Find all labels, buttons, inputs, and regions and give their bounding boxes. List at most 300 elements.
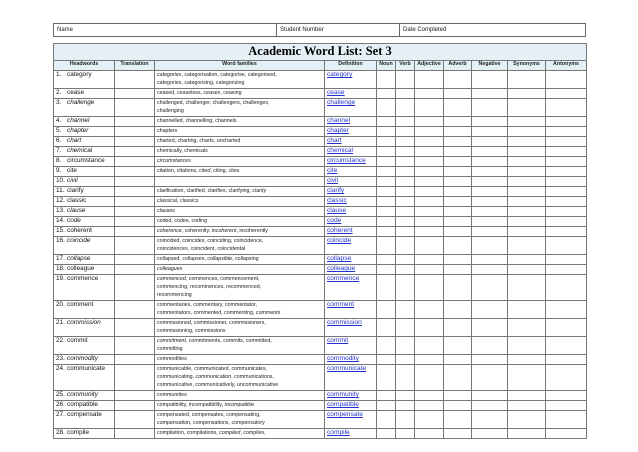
student-number-field[interactable]: [277, 24, 400, 36]
verb-cell[interactable]: [396, 187, 415, 197]
adverb-cell[interactable]: [444, 207, 472, 217]
adverb-cell[interactable]: [444, 217, 472, 227]
word-family-text: clarity: [252, 188, 267, 194]
verb-cell[interactable]: [396, 137, 415, 147]
definition-link[interactable]: classic: [325, 197, 377, 207]
noun-cell[interactable]: [377, 197, 396, 207]
antonyms-cell[interactable]: [546, 127, 587, 137]
negative-cell[interactable]: [472, 177, 508, 187]
verb-cell[interactable]: [396, 319, 415, 337]
word-family-text: , commitments, commits, committed,: [185, 338, 272, 344]
noun-cell[interactable]: [377, 391, 396, 401]
adverb-cell[interactable]: [444, 401, 472, 411]
antonyms-cell[interactable]: [546, 177, 587, 187]
translation-cell[interactable]: [115, 391, 155, 401]
noun-cell[interactable]: [377, 127, 396, 137]
negative-cell[interactable]: [472, 227, 508, 237]
definition-link[interactable]: code: [325, 217, 377, 227]
adverb-cell[interactable]: [444, 355, 472, 365]
synonyms-cell[interactable]: [508, 197, 546, 207]
negative-cell[interactable]: [472, 429, 508, 439]
definition-link[interactable]: clarify: [325, 187, 377, 197]
word-family-text: , compiles,: [240, 430, 266, 436]
noun-cell[interactable]: [377, 187, 396, 197]
word-family-cell: [155, 187, 325, 197]
synonyms-cell[interactable]: [508, 177, 546, 187]
headword: chapter: [67, 127, 89, 134]
negative-cell[interactable]: [472, 217, 508, 227]
word-family-line: [157, 401, 322, 409]
adverb-cell[interactable]: [444, 127, 472, 137]
translation-cell[interactable]: [115, 137, 155, 147]
translation-cell[interactable]: [115, 71, 155, 89]
verb-cell[interactable]: [396, 355, 415, 365]
synonyms-cell[interactable]: [508, 429, 546, 439]
word-family-text: compiled: [219, 430, 241, 436]
adjective-cell[interactable]: [415, 401, 444, 411]
translation-cell[interactable]: [115, 265, 155, 275]
synonyms-cell[interactable]: [508, 217, 546, 227]
negative-cell[interactable]: [472, 167, 508, 177]
antonyms-cell[interactable]: [546, 275, 587, 301]
noun-cell[interactable]: [377, 301, 396, 319]
antonyms-cell[interactable]: [546, 355, 587, 365]
negative-cell[interactable]: [472, 265, 508, 275]
adverb-cell[interactable]: [444, 265, 472, 275]
word-family-line: [157, 117, 322, 125]
translation-cell[interactable]: [115, 177, 155, 187]
definition-link[interactable]: commodity: [325, 355, 377, 365]
word-family-cell: [155, 207, 325, 217]
row-number: 13.: [56, 207, 65, 214]
noun-cell[interactable]: [377, 137, 396, 147]
noun-cell[interactable]: [377, 411, 396, 429]
translation-cell[interactable]: [115, 117, 155, 127]
definition-link[interactable]: colleague: [325, 265, 377, 275]
antonyms-cell[interactable]: [546, 411, 587, 429]
definition-link[interactable]: commence: [325, 275, 377, 301]
translation-cell[interactable]: [115, 411, 155, 429]
noun-cell[interactable]: [377, 401, 396, 411]
definition-link[interactable]: coherent: [325, 227, 377, 237]
row-number: 17.: [56, 255, 65, 262]
adjective-cell[interactable]: [415, 237, 444, 255]
noun-cell[interactable]: [377, 147, 396, 157]
translation-cell[interactable]: [115, 237, 155, 255]
antonyms-cell[interactable]: [546, 157, 587, 167]
adverb-cell[interactable]: [444, 177, 472, 187]
antonyms-cell[interactable]: [546, 147, 587, 157]
translation-cell[interactable]: [115, 275, 155, 301]
row-number: 22.: [56, 337, 65, 344]
antonyms-cell[interactable]: [546, 319, 587, 337]
verb-cell[interactable]: [396, 265, 415, 275]
adjective-cell[interactable]: [415, 355, 444, 365]
word-family-text: commissioned, commissioner, commissioners,: [157, 320, 266, 326]
negative-cell[interactable]: [472, 275, 508, 301]
verb-cell[interactable]: [396, 167, 415, 177]
verb-cell[interactable]: [396, 411, 415, 429]
word-family-text: commissioning, commissions: [157, 328, 226, 335]
definition-link[interactable]: chart: [325, 137, 377, 147]
noun-cell[interactable]: [377, 217, 396, 227]
synonyms-cell[interactable]: [508, 401, 546, 411]
adverb-cell[interactable]: [444, 187, 472, 197]
negative-cell[interactable]: [472, 391, 508, 401]
negative-cell[interactable]: [472, 99, 508, 117]
adverb-cell[interactable]: [444, 275, 472, 301]
synonyms-cell[interactable]: [508, 207, 546, 217]
adjective-cell[interactable]: [415, 337, 444, 355]
adjective-cell[interactable]: [415, 187, 444, 197]
antonyms-cell[interactable]: [546, 255, 587, 265]
synonyms-cell[interactable]: [508, 71, 546, 89]
antonyms-cell[interactable]: [546, 237, 587, 255]
adjective-cell[interactable]: [415, 275, 444, 301]
headword: cite: [67, 167, 77, 174]
verb-cell[interactable]: [396, 237, 415, 255]
headword-cell: [54, 197, 115, 207]
antonyms-cell[interactable]: [546, 391, 587, 401]
negative-cell[interactable]: [472, 89, 508, 99]
adjective-cell[interactable]: [415, 157, 444, 167]
adverb-cell[interactable]: [444, 137, 472, 147]
adverb-cell[interactable]: [444, 157, 472, 167]
noun-cell[interactable]: [377, 337, 396, 355]
negative-cell[interactable]: [472, 207, 508, 217]
adjective-cell[interactable]: [415, 207, 444, 217]
verb-cell[interactable]: [396, 127, 415, 137]
synonyms-cell[interactable]: [508, 391, 546, 401]
negative-cell[interactable]: [472, 337, 508, 355]
synonyms-cell[interactable]: [508, 255, 546, 265]
verb-cell[interactable]: [396, 227, 415, 237]
antonyms-cell[interactable]: [546, 137, 587, 147]
verb-cell[interactable]: [396, 301, 415, 319]
synonyms-cell[interactable]: [508, 411, 546, 429]
adjective-cell[interactable]: [415, 429, 444, 439]
headword: commence: [67, 275, 99, 282]
name-field[interactable]: [54, 24, 277, 36]
adjective-cell[interactable]: [415, 117, 444, 127]
translation-cell[interactable]: [115, 301, 155, 319]
noun-cell[interactable]: [377, 157, 396, 167]
translation-cell[interactable]: [115, 319, 155, 337]
word-family-text: , ceasing: [220, 90, 242, 96]
negative-cell[interactable]: [472, 157, 508, 167]
adverb-cell[interactable]: [444, 411, 472, 429]
noun-cell[interactable]: [377, 355, 396, 365]
word-family-text: recommencing: [157, 292, 192, 299]
negative-cell[interactable]: [472, 237, 508, 255]
antonyms-cell[interactable]: [546, 99, 587, 117]
verb-cell[interactable]: [396, 89, 415, 99]
adjective-cell[interactable]: [415, 99, 444, 117]
definition-link[interactable]: civil: [325, 177, 377, 187]
translation-cell[interactable]: [115, 207, 155, 217]
adverb-cell[interactable]: [444, 99, 472, 117]
synonyms-cell[interactable]: [508, 337, 546, 355]
table-row: [54, 275, 587, 301]
noun-cell[interactable]: [377, 71, 396, 89]
verb-cell[interactable]: [396, 255, 415, 265]
definition-link[interactable]: category: [325, 71, 377, 89]
word-family-line: [157, 89, 322, 97]
adjective-cell[interactable]: [415, 147, 444, 157]
adjective-cell[interactable]: [415, 177, 444, 187]
verb-cell[interactable]: [396, 401, 415, 411]
antonyms-cell[interactable]: [546, 365, 587, 391]
synonyms-cell[interactable]: [508, 137, 546, 147]
antonyms-cell[interactable]: [546, 301, 587, 319]
negative-cell[interactable]: [472, 117, 508, 127]
translation-cell[interactable]: [115, 127, 155, 137]
definition-link[interactable]: communicate: [325, 365, 377, 391]
adverb-cell[interactable]: [444, 197, 472, 207]
antonyms-cell[interactable]: [546, 167, 587, 177]
negative-cell[interactable]: [472, 365, 508, 391]
adjective-cell[interactable]: [415, 227, 444, 237]
noun-cell[interactable]: [377, 237, 396, 255]
verb-cell[interactable]: [396, 275, 415, 301]
word-family-line: [157, 127, 322, 135]
adverb-cell[interactable]: [444, 89, 472, 99]
noun-cell[interactable]: [377, 265, 396, 275]
negative-cell[interactable]: [472, 319, 508, 337]
word-family-line: [157, 71, 322, 79]
synonyms-cell[interactable]: [508, 365, 546, 391]
verb-cell[interactable]: [396, 117, 415, 127]
headword-cell: [54, 275, 115, 301]
translation-cell[interactable]: [115, 337, 155, 355]
adverb-cell[interactable]: [444, 337, 472, 355]
antonyms-cell[interactable]: [546, 217, 587, 227]
noun-cell[interactable]: [377, 117, 396, 127]
synonyms-cell[interactable]: [508, 265, 546, 275]
negative-cell[interactable]: [472, 411, 508, 429]
negative-cell[interactable]: [472, 301, 508, 319]
adjective-cell[interactable]: [415, 391, 444, 401]
antonyms-cell[interactable]: [546, 227, 587, 237]
adjective-cell[interactable]: [415, 319, 444, 337]
adjective-cell[interactable]: [415, 255, 444, 265]
negative-cell[interactable]: [472, 401, 508, 411]
synonyms-cell[interactable]: [508, 89, 546, 99]
verb-cell[interactable]: [396, 365, 415, 391]
adjective-cell[interactable]: [415, 217, 444, 227]
word-family-cell: [155, 227, 325, 237]
definition-link[interactable]: chapter: [325, 127, 377, 137]
definition-link[interactable]: community: [325, 391, 377, 401]
translation-cell[interactable]: [115, 429, 155, 439]
negative-cell[interactable]: [472, 147, 508, 157]
word-family-text: communicable, communicated, communicates,: [157, 366, 268, 372]
noun-cell[interactable]: [377, 89, 396, 99]
word-family-text: chemically, chemicals: [157, 148, 208, 154]
synonyms-cell[interactable]: [508, 319, 546, 337]
translation-cell[interactable]: [115, 401, 155, 411]
antonyms-cell[interactable]: [546, 207, 587, 217]
word-family-line: [157, 237, 322, 245]
negative-cell[interactable]: [472, 255, 508, 265]
table-row: [54, 265, 587, 275]
synonyms-cell[interactable]: [508, 227, 546, 237]
adjective-cell[interactable]: [415, 127, 444, 137]
definition-link[interactable]: comment: [325, 301, 377, 319]
antonyms-cell[interactable]: [546, 89, 587, 99]
headword-cell: [54, 137, 115, 147]
noun-cell[interactable]: [377, 429, 396, 439]
translation-cell[interactable]: [115, 227, 155, 237]
noun-cell[interactable]: [377, 275, 396, 301]
synonyms-cell[interactable]: [508, 355, 546, 365]
adverb-cell[interactable]: [444, 319, 472, 337]
synonyms-cell[interactable]: [508, 301, 546, 319]
definition-link[interactable]: commit: [325, 337, 377, 355]
antonyms-cell[interactable]: [546, 337, 587, 355]
definition-link[interactable]: chemical: [325, 147, 377, 157]
translation-cell[interactable]: [115, 187, 155, 197]
headword-cell: [54, 99, 115, 117]
word-family-text: commitment: [157, 338, 186, 344]
noun-cell[interactable]: [377, 319, 396, 337]
translation-cell[interactable]: [115, 157, 155, 167]
definition-link[interactable]: circumstance: [325, 157, 377, 167]
column-header-noun: Noun: [377, 61, 396, 71]
synonyms-cell[interactable]: [508, 117, 546, 127]
verb-cell[interactable]: [396, 429, 415, 439]
adverb-cell[interactable]: [444, 227, 472, 237]
negative-cell[interactable]: [472, 197, 508, 207]
definition-link[interactable]: compile: [325, 429, 377, 439]
synonyms-cell[interactable]: [508, 275, 546, 301]
verb-cell[interactable]: [396, 217, 415, 227]
word-family-line: [157, 275, 322, 283]
noun-cell[interactable]: [377, 227, 396, 237]
synonyms-cell[interactable]: [508, 167, 546, 177]
adverb-cell[interactable]: [444, 391, 472, 401]
translation-cell[interactable]: [115, 355, 155, 365]
adjective-cell[interactable]: [415, 197, 444, 207]
word-family-text: communication: [195, 374, 232, 381]
definition-link[interactable]: coincide: [325, 237, 377, 255]
antonyms-cell[interactable]: [546, 197, 587, 207]
negative-cell[interactable]: [472, 71, 508, 89]
definition-link[interactable]: compensate: [325, 411, 377, 429]
verb-cell[interactable]: [396, 157, 415, 167]
synonyms-cell[interactable]: [508, 147, 546, 157]
translation-cell[interactable]: [115, 99, 155, 117]
adjective-cell[interactable]: [415, 137, 444, 147]
word-family-cell: [155, 429, 325, 439]
translation-cell[interactable]: [115, 197, 155, 207]
word-family-text: , coherently,: [181, 228, 212, 234]
verb-cell[interactable]: [396, 71, 415, 89]
noun-cell[interactable]: [377, 177, 396, 187]
antonyms-cell[interactable]: [546, 117, 587, 127]
negative-cell[interactable]: [472, 127, 508, 137]
translation-cell[interactable]: [115, 147, 155, 157]
adverb-cell[interactable]: [444, 365, 472, 391]
word-family-text: classical: [157, 198, 178, 204]
verb-cell[interactable]: [396, 177, 415, 187]
verb-cell[interactable]: [396, 99, 415, 117]
adverb-cell[interactable]: [444, 167, 472, 177]
translation-cell[interactable]: [115, 255, 155, 265]
word-family-cell: [155, 217, 325, 227]
adjective-cell[interactable]: [415, 167, 444, 177]
negative-cell[interactable]: [472, 355, 508, 365]
synonyms-cell[interactable]: [508, 157, 546, 167]
definition-link[interactable]: channel: [325, 117, 377, 127]
antonyms-cell[interactable]: [546, 187, 587, 197]
definition-link[interactable]: clause: [325, 207, 377, 217]
verb-cell[interactable]: [396, 337, 415, 355]
verb-cell[interactable]: [396, 147, 415, 157]
noun-cell[interactable]: [377, 99, 396, 117]
synonyms-cell[interactable]: [508, 187, 546, 197]
translation-cell[interactable]: [115, 365, 155, 391]
adverb-cell[interactable]: [444, 429, 472, 439]
verb-cell[interactable]: [396, 207, 415, 217]
adverb-cell[interactable]: [444, 301, 472, 319]
definition-link[interactable]: compatible: [325, 401, 377, 411]
verb-cell[interactable]: [396, 391, 415, 401]
negative-cell[interactable]: [472, 137, 508, 147]
definition-link[interactable]: challenge: [325, 99, 377, 117]
antonyms-cell[interactable]: [546, 429, 587, 439]
adverb-cell[interactable]: [444, 237, 472, 255]
headword-cell: [54, 157, 115, 167]
synonyms-cell[interactable]: [508, 99, 546, 117]
adjective-cell[interactable]: [415, 265, 444, 275]
definition-link[interactable]: cite: [325, 167, 377, 177]
noun-cell[interactable]: [377, 167, 396, 177]
word-family-text: comments: [255, 310, 281, 317]
headword: coherent: [67, 227, 92, 234]
synonyms-cell[interactable]: [508, 237, 546, 255]
table-row: [54, 99, 587, 117]
negative-cell[interactable]: [472, 187, 508, 197]
noun-cell[interactable]: [377, 207, 396, 217]
antonyms-cell[interactable]: [546, 71, 587, 89]
translation-cell[interactable]: [115, 217, 155, 227]
translation-cell[interactable]: [115, 167, 155, 177]
definition-link[interactable]: collapse: [325, 255, 377, 265]
verb-cell[interactable]: [396, 197, 415, 207]
definition-link[interactable]: commission: [325, 319, 377, 337]
adverb-cell[interactable]: [444, 117, 472, 127]
adverb-cell[interactable]: [444, 71, 472, 89]
adverb-cell[interactable]: [444, 255, 472, 265]
adjective-cell[interactable]: [415, 365, 444, 391]
synonyms-cell[interactable]: [508, 127, 546, 137]
date-completed-field[interactable]: [400, 24, 585, 36]
adverb-cell[interactable]: [444, 147, 472, 157]
adjective-cell[interactable]: [415, 71, 444, 89]
antonyms-cell[interactable]: [546, 265, 587, 275]
antonyms-cell[interactable]: [546, 401, 587, 411]
translation-cell[interactable]: [115, 89, 155, 99]
adjective-cell[interactable]: [415, 89, 444, 99]
word-family-cell: [155, 147, 325, 157]
adjective-cell[interactable]: [415, 301, 444, 319]
word-family-text: clauses: [157, 208, 175, 214]
adjective-cell[interactable]: [415, 411, 444, 429]
noun-cell[interactable]: [377, 365, 396, 391]
noun-cell[interactable]: [377, 255, 396, 265]
definition-link[interactable]: cease: [325, 89, 377, 99]
